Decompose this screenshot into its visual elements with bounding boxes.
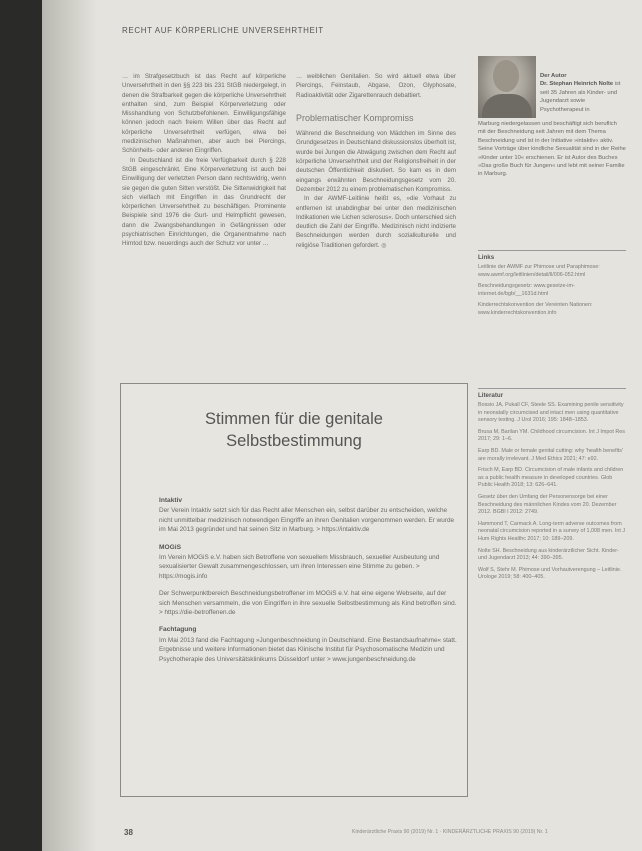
links-list	[478, 264, 626, 322]
info-box-title-line: Selbstbestimmung	[226, 432, 362, 450]
paragraph: … weiblichen Genitalien. So wird aktuell etwa über Piercings, Feinstaub, Abgase, Ozon, Glyphosate, Radioaktivität oder Zigarettenrauch debattiert.	[296, 73, 456, 99]
info-box-title-line: Stimmen für die genitale	[205, 410, 383, 428]
reference-item: Hammond T, Carmack A. Long-term adverse outcomes from neonatal circumcision reported in a survey of 1,008 men. Int J Hum Rights Healthc 2017; 10: 189–209.	[478, 520, 626, 542]
box-section-text: Im Mai 2013 fand die Fachtagung »Jungenbeschneidung in Deutschland. Eine Bestandsaufnahme« statt. Ergebnisse und weitere Informationen bietet das Klinische Institut für Psychosomatische Medizin und Psychotherapie des Universitätsklinikums Düsseldorf unter > www.jungenbeschneidung.de	[159, 636, 457, 663]
author-name: Dr. Stephan Heinrich Nolte	[540, 81, 614, 88]
author-label: Der Autor	[540, 73, 567, 79]
reference-item: Earp BD. Male or female genital cutting: why 'health benefits' are morally irrelevant. J Med Ethics 2021; 47: e92.	[478, 447, 623, 462]
running-head: RECHT AUF KÖRPERLICHE UNVERSEHRTHEIT	[122, 26, 324, 35]
box-section-text: Im Verein MOGiS e.V. haben sich Betroffene von sexuellem Missbrauch, sexueller Ausbeutung und sexualisierter Gewalt zusammengeschlossen, um ihren Interessen eine Stimme zu geben. > https://mogis.info	[159, 554, 440, 580]
author-bio-top	[540, 72, 624, 114]
info-box	[120, 383, 468, 797]
divider	[478, 250, 626, 251]
literatur-heading: Literatur	[478, 392, 504, 399]
reference-item: Wolf S, Stehr M. Phimose und Vorhautverengung – Leitlinie. Urologe 2019; 58: 400–405.	[478, 566, 622, 581]
section-heading: Problematischer Kompromiss	[296, 112, 414, 123]
page-gutter-shadow	[42, 0, 97, 851]
column-left	[122, 72, 286, 249]
magazine-page	[42, 0, 642, 851]
author-photo	[478, 56, 536, 118]
author-text-top: ist seit 35 Jahren als Kinder- und Jugendarzt sowie Psychotherapeut in	[540, 81, 621, 113]
box-section-heading: MOGiS	[159, 543, 181, 551]
box-section-text: Der Verein Intaktiv setzt sich für das Recht aller Menschen ein, selbst darüber zu entscheiden, welche nicht unmittelbar medizinisch notwendigen Eingriffe an ihren Genitalien vorgenommen werden. Er wurde im Mai 2013 gegründet und hat seinen Sitz in Marburg. > https://intaktiv.de	[159, 507, 455, 534]
author-photo-body	[482, 94, 532, 118]
box-section-text: Der Schwerpunktbereich Beschneidungsbetroffener im MOGiS e.V. hat eine eigene Webseite, auf der sich Menschen versammeln, die von Eingriffen in ihre sexuelle Selbstbestimmung als Kind betroffen sind. > https://die-betroffenen.de	[159, 590, 457, 617]
info-box-body	[159, 488, 459, 664]
paragraph: … im Strafgesetzbuch ist das Recht auf körperliche Unversehrtheit in den §§ 223 bis 231 StGB niedergelegt, in denen die Strafbarkeit gegen die körperliche Unversehrtheit enthalten sind, zum Beispiel Körperverletzung oder Misshandlung von Schutzbefohlenen. Einwilligungsfähige können jedoch nach freiem Willen über das Recht auf körperliche Unversehrtheit verfügen, etwa bei medizinischen Maßnahmen, aber auch bei Piercings, Schönheits- oder anderen Eingriffen.	[122, 73, 286, 155]
box-section-heading: Fachtagung	[159, 626, 197, 634]
links-heading: Links	[478, 254, 495, 261]
paragraph: In Deutschland ist die freie Verfügbarkeit durch § 228 StGB eingeschränkt. Eine Körperverletzung ist auch bei Einwilligung der verletzten Person dann rechtswidrig, wenn sie gegen die guten Sitten verstößt. Die Sittenwidrigkeit hat sich vielfach mit Eingriffen in das Grundrecht der körperlichen Unversehrtheit zu beschäftigen. Prominente Beispiele sind 1976 die Gurt- und Helmpflicht gewesen, dann die Zwangsbehandlungen in Gefängnissen oder psychiatrischen Einrichtungen, die Organentnahme nach Hirntod bzw. neuerdings auch der Schutz vor unter …	[122, 156, 286, 248]
reference-item: Bossio JA, Pukall CF, Steele SS. Examining penile sensitivity in neonatally circumcised and intact men using quantitative sensory testing. J Urol 2016; 195: 1848–1853.	[478, 402, 624, 424]
author-photo-head	[493, 60, 519, 92]
link-item[interactable]: Leitlinie der AWMF zur Phimose und Paraphimose: www.awmf.org/leitlinien/detail/ll/006-052.html	[478, 264, 600, 278]
literatur-list	[478, 402, 626, 586]
paragraph: Während die Beschneidung von Mädchen im Sinne des Grundgesetzes in Deutschland diskussionslos überholt ist, wurde bei Jungen die Abwägung zwischen dem Recht auf körperliche Unversehrtheit und der Religionsfreiheit in der deutschen Öffentlichkeit diskutiert. So kam es in dem eingangs erwähnten Beschneidungsgesetz vom 20. Dezember 2012 zu einem problematischen Kompromiss.	[296, 130, 456, 193]
info-box-title	[121, 408, 467, 452]
author-bio-bottom: Marburg niedergelassen und beschäftigt sich beruflich mit der Beschneidung seit Jahren mit dem Thema Beschneidung und ist in der Initiative »intaktiv« aktiv. Seine Vorträge über kindliche Sexualität sind in der Reihe »Kinder unter 10« erschienen. Er ist Autor des Buches »Das große Buch für Jungen« und lebt mit seiner Familie in Marburg.	[478, 121, 626, 178]
divider	[478, 388, 626, 389]
reference-item: Brusa M, Barilan YM. Childhood circumcision. Int J Impot Res 2017; 29: 1–6.	[478, 428, 625, 443]
box-section-heading: Intaktiv	[159, 497, 183, 504]
paragraph: In der AWMF-Leitlinie heißt es, »die Vorhaut zu entfernen ist unabdingbar bei unter den medizinischen Indikationen wie Lichen sclerosus«. Doch unterschied sich deutlich die Zahl der Eingriffe. Medizinisch nicht indizierte Beschneidungen werden durch sozialkulturelle und religiöse Traditionen gefordert. ◎	[296, 195, 456, 249]
reference-item: Nolte SH. Beschneidung aus kinderärztlicher Sicht. Kinder- und Jugendarzt 2013; 44: 390–395.	[478, 547, 619, 562]
reference-item: Gesetz über den Umfang der Personensorge bei einer Beschneidung des männlichen Kindes vom 20. Dezember 2012. BGBl I 2012: 2749.	[478, 493, 617, 516]
link-item[interactable]: Kinderrechtskonvention der Vereinten Nationen: www.kinderrechtskonvention.info	[478, 302, 593, 316]
link-item[interactable]: Beschneidungsgesetz: www.gesetze-im-internet.de/bgb/__1631d.html	[478, 283, 575, 297]
reference-item: Frisch M, Earp BD. Circumcision of male infants and children as a public health measure in developed countries. Glob Public Health 2018; 13: 626–641.	[478, 467, 624, 489]
page-number: 38	[124, 828, 133, 837]
footer-line: Kinderärztliche Praxis 90 (2019) Nr. 1 · KINDERÄRZTLICHE PRAXIS 90 (2019) Nr. 1	[352, 829, 548, 835]
column-middle	[296, 72, 456, 250]
